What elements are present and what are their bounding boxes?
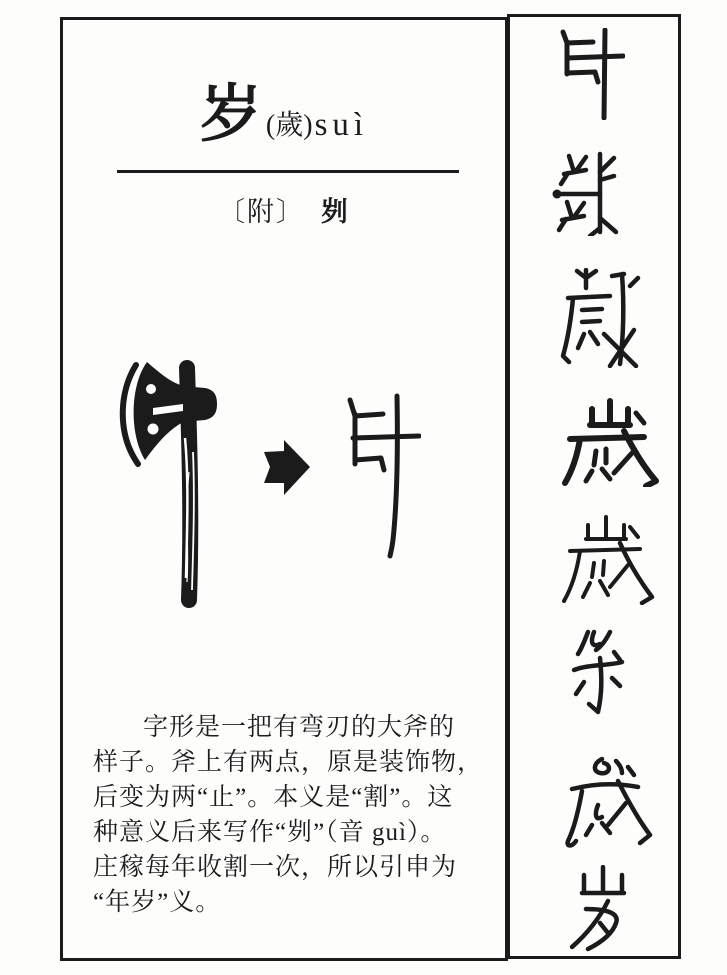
explanation-line: “年岁”义。 bbox=[93, 889, 222, 916]
explanation-line: 字形是一把有弯刃的大斧的 bbox=[143, 714, 456, 741]
explanation-line: 种意义后来写作“刿”（音 guì）。 bbox=[93, 819, 447, 846]
attached-character: 刿 bbox=[321, 197, 350, 227]
traditional-variant: (歲) bbox=[265, 110, 313, 141]
oracle-glyph-drawing bbox=[335, 392, 421, 560]
axe-drawing bbox=[107, 352, 219, 614]
main-entry-panel bbox=[60, 17, 508, 961]
character-evolution-sidebar bbox=[507, 14, 681, 959]
explanation-line: 庄稼每年收割一次，所以引申为 bbox=[93, 854, 458, 881]
evolution-glyph-cursive bbox=[558, 628, 638, 716]
pinyin-reading: suì bbox=[314, 107, 369, 143]
evolution-glyph-simplified bbox=[560, 865, 646, 953]
evolution-glyph-bronze bbox=[556, 268, 642, 368]
attached-label: 〔附〕 bbox=[218, 197, 305, 227]
right-arrow-icon bbox=[262, 438, 314, 496]
evolution-glyph-regular bbox=[558, 515, 658, 605]
explanation-line: 样子。斧上有两点，原是装饰物， bbox=[93, 749, 484, 776]
evolution-glyph-oracle-bone-1 bbox=[555, 28, 625, 120]
evolution-glyph-clerical bbox=[560, 397, 660, 487]
evolution-glyph-running bbox=[558, 755, 658, 851]
evolution-glyph-oracle-bone-2 bbox=[548, 150, 624, 236]
explanation-text bbox=[93, 710, 484, 920]
explanation-line: 后变为两“止”。本义是“割”。这 bbox=[93, 784, 454, 811]
headword-character: 岁 bbox=[199, 81, 262, 149]
